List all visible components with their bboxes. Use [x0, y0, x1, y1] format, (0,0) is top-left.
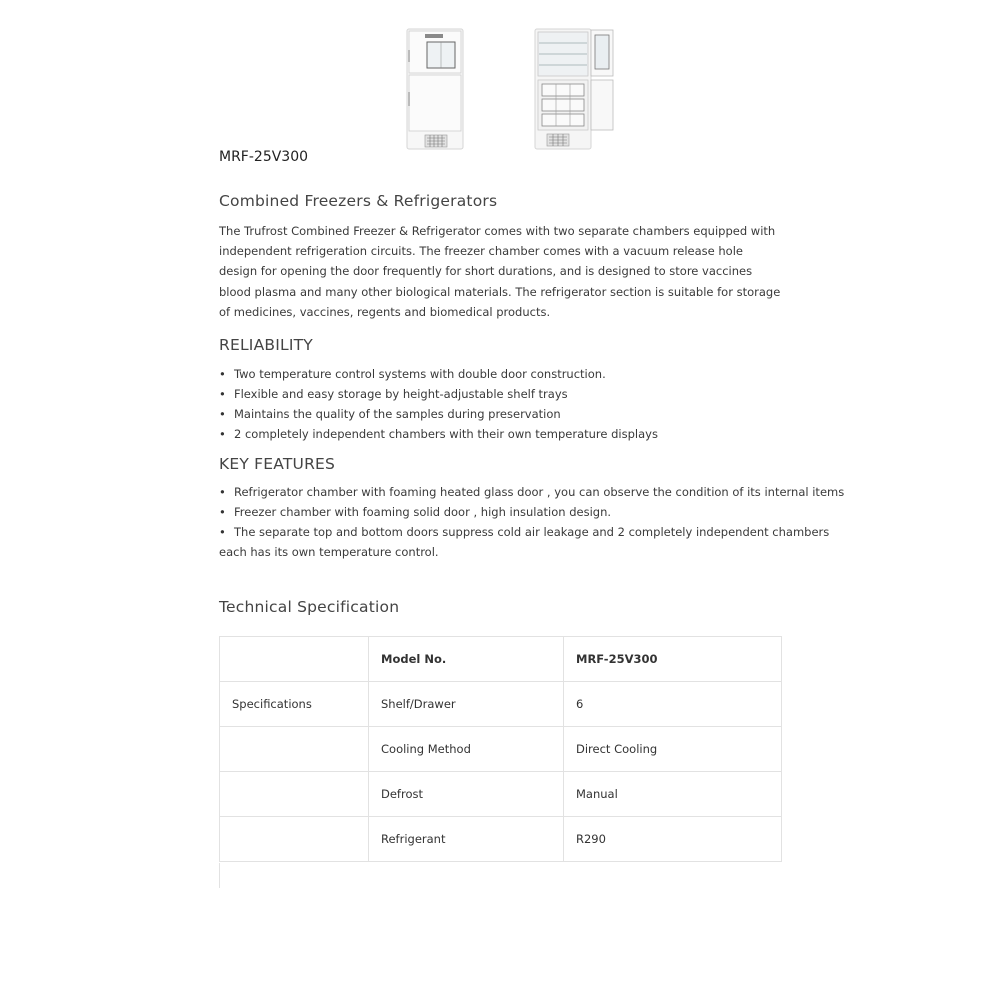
list-item: • Flexible and easy storage by height-adjustable shelf trays — [219, 384, 789, 404]
table-cell: Cooling Method — [369, 727, 564, 772]
model-title: MRF-25V300 — [219, 149, 309, 165]
table-cell — [220, 727, 369, 772]
list-item: • 2 completely independent chambers with their own temperature displays — [219, 424, 789, 444]
table-cell — [220, 817, 369, 862]
list-item: • Freezer chamber with foaming solid door , high insulation design. — [219, 502, 794, 522]
product-image-open — [533, 28, 617, 150]
reliability-heading: RELIABILITY — [219, 336, 313, 354]
table-cell: 6 — [564, 682, 782, 727]
table-cell: Direct Cooling — [564, 727, 782, 772]
table-cell — [220, 637, 369, 682]
table-header-row — [220, 637, 782, 682]
product-images — [405, 28, 620, 152]
list-item: • Refrigerator chamber with foaming heated glass door , you can observe the condition of its internal items — [219, 482, 794, 502]
table-row — [220, 772, 782, 817]
table-cell: Model No. — [369, 637, 564, 682]
table-cell — [220, 772, 369, 817]
table-cell: R290 — [564, 817, 782, 862]
tech-spec-heading: Technical Specification — [219, 598, 400, 616]
table-cell: Specifications — [220, 682, 369, 727]
list-item: • Maintains the quality of the samples during preservation — [219, 404, 789, 424]
table-cell: Refrigerant — [369, 817, 564, 862]
table-cell: Shelf/Drawer — [369, 682, 564, 727]
table-cell: Defrost — [369, 772, 564, 817]
list-item: • The separate top and bottom doors suppress cold air leakage and 2 completely independent chambers — [219, 522, 794, 542]
intro-heading: Combined Freezers & Refrigerators — [219, 192, 498, 210]
product-image-closed — [405, 28, 465, 150]
intro-paragraph: The Trufrost Combined Freezer & Refrigerator comes with two separate chambers equipped with independent refrigeration circuits. The freezer chamber comes with a vacuum release hole design for opening the door frequently for short durations, and is designed to store vaccines blood plasma and many other biological materials. The refrigerator section is suitable for storage of medicines, vaccines, regents and biomedical products. — [219, 224, 781, 319]
table-cell: Manual — [564, 772, 782, 817]
reliability-list — [219, 364, 789, 444]
table-row — [220, 682, 782, 727]
key-features-list — [219, 482, 845, 542]
list-item: • Two temperature control systems with double door construction. — [219, 364, 789, 384]
key-features-continuation: each has its own temperature control. — [219, 545, 439, 559]
key-features-heading: KEY FEATURES — [219, 455, 336, 473]
table-cell: MRF-25V300 — [564, 637, 782, 682]
table-divider — [219, 863, 220, 888]
spec-table — [219, 636, 782, 862]
table-row — [220, 727, 782, 772]
table-row — [220, 817, 782, 862]
